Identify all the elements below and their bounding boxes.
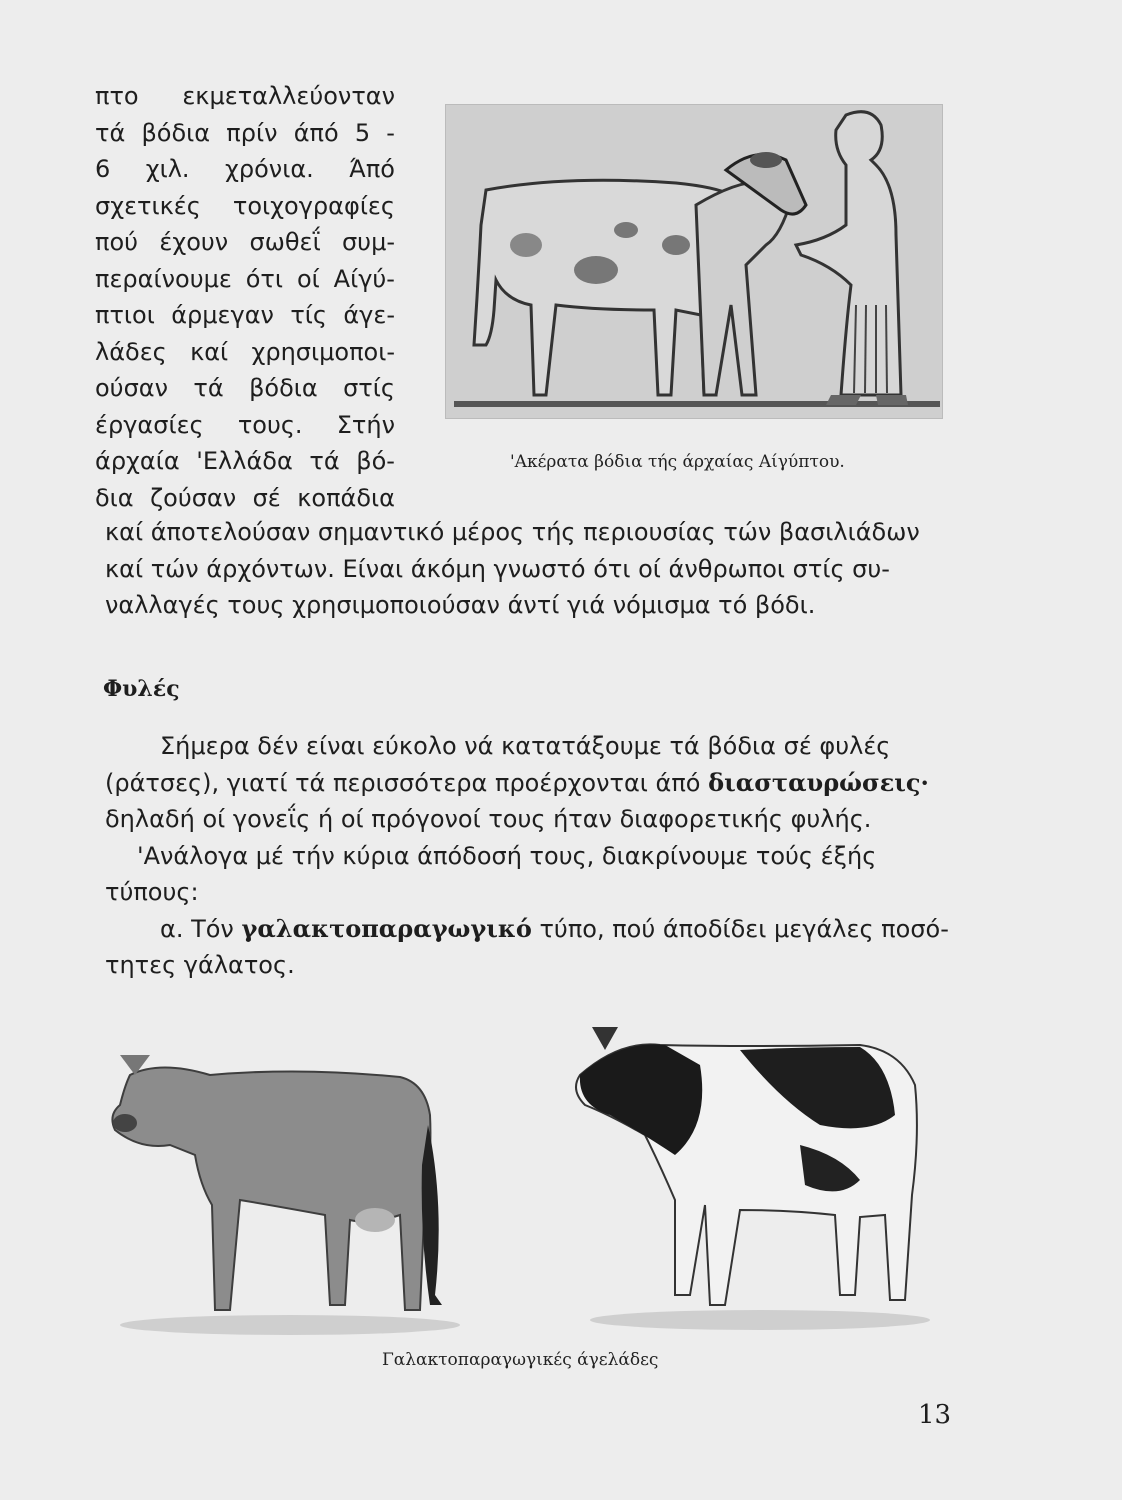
jersey-cow-illustration xyxy=(112,1055,460,1335)
text-line: καί άποτελούσαν σημαντικό μέρος τής περιουσίας τών βασιλιάδων xyxy=(105,518,920,546)
text-line: Σήμερα δέν είναι εύκολο νά κατατάξουμε τά βόδια σέ φυλές xyxy=(160,732,891,760)
intro-full-text xyxy=(105,514,955,624)
text-line: πτο εκμεταλλεύονταν xyxy=(95,82,395,110)
bold-term: γαλακτοπαραγωγικό xyxy=(241,913,532,943)
text-line: τύπους: xyxy=(105,878,199,906)
bold-term: διασταυρώσεις· xyxy=(708,767,929,797)
text-span: τύπο, πού άποδίδει μεγάλες ποσό- xyxy=(539,914,949,943)
text-line: πού έχουν σωθεΐ συμ- xyxy=(95,228,395,256)
text-line: δια ζούσαν σέ κοπάδια xyxy=(95,483,395,512)
page-number: 13 xyxy=(918,1400,952,1430)
intro-column-text xyxy=(95,78,395,516)
dairy-cows-caption: Γαλακτοπαραγωγικές άγελάδες xyxy=(382,1350,659,1370)
text-line: τά βόδια πρίν άπό 5 - xyxy=(95,118,395,147)
holstein-cow-illustration xyxy=(576,1027,930,1330)
text-line: 6 χιλ. χρόνια. Άπό xyxy=(95,155,395,183)
section-body xyxy=(105,728,955,984)
text-line: σχετικές τοιχογραφίες xyxy=(95,191,395,220)
text-line xyxy=(105,765,955,802)
text-line: έργασίες τους. Στήν xyxy=(95,410,395,439)
text-line: ούσαν τά βόδια στίς xyxy=(95,374,395,402)
text-line: πτιοι άρμεγαν τίς άγε- xyxy=(95,301,395,329)
egyptian-relief-caption: 'Ακέρατα βόδια τής άρχαίας Αίγύπτου. xyxy=(510,452,845,472)
text-line xyxy=(105,911,955,948)
dairy-cows-figure xyxy=(100,1005,960,1340)
text-line: δηλαδή οί γονεΐς ή οί πρόγονοί τους ήταν διαφορετικής φυλής. xyxy=(105,805,872,833)
text-line: ναλλαγές τους χρησιμοποιούσαν άντί γιά νόμισμα τό βόδι. xyxy=(105,591,816,619)
egyptian-relief-figure xyxy=(445,104,943,419)
text-line: καί τών άρχόντων. Είναι άκόμη γνωστό ότι οί άνθρωποι στίς συ- xyxy=(105,554,890,583)
text-span: α. Τόν xyxy=(160,914,234,943)
section-heading: Φυλές xyxy=(103,676,180,702)
text-line: περαίνουμε ότι οί Αίγύ- xyxy=(95,264,395,293)
text-span: (ράτσες), γιατί τά περισσότερα προέρχονται άπό xyxy=(105,768,701,797)
text-line: 'Ανάλογα μέ τήν κύρια άπόδοσή τους, διακρίνουμε τούς έξής xyxy=(137,841,877,870)
egyptian-relief-illustration xyxy=(446,105,942,418)
text-line: λάδες καί χρησιμοποι- xyxy=(95,337,395,366)
text-line: άρχαία 'Ελλάδα τά βό- xyxy=(95,447,395,475)
text-line: τητες γάλατος. xyxy=(105,951,295,979)
